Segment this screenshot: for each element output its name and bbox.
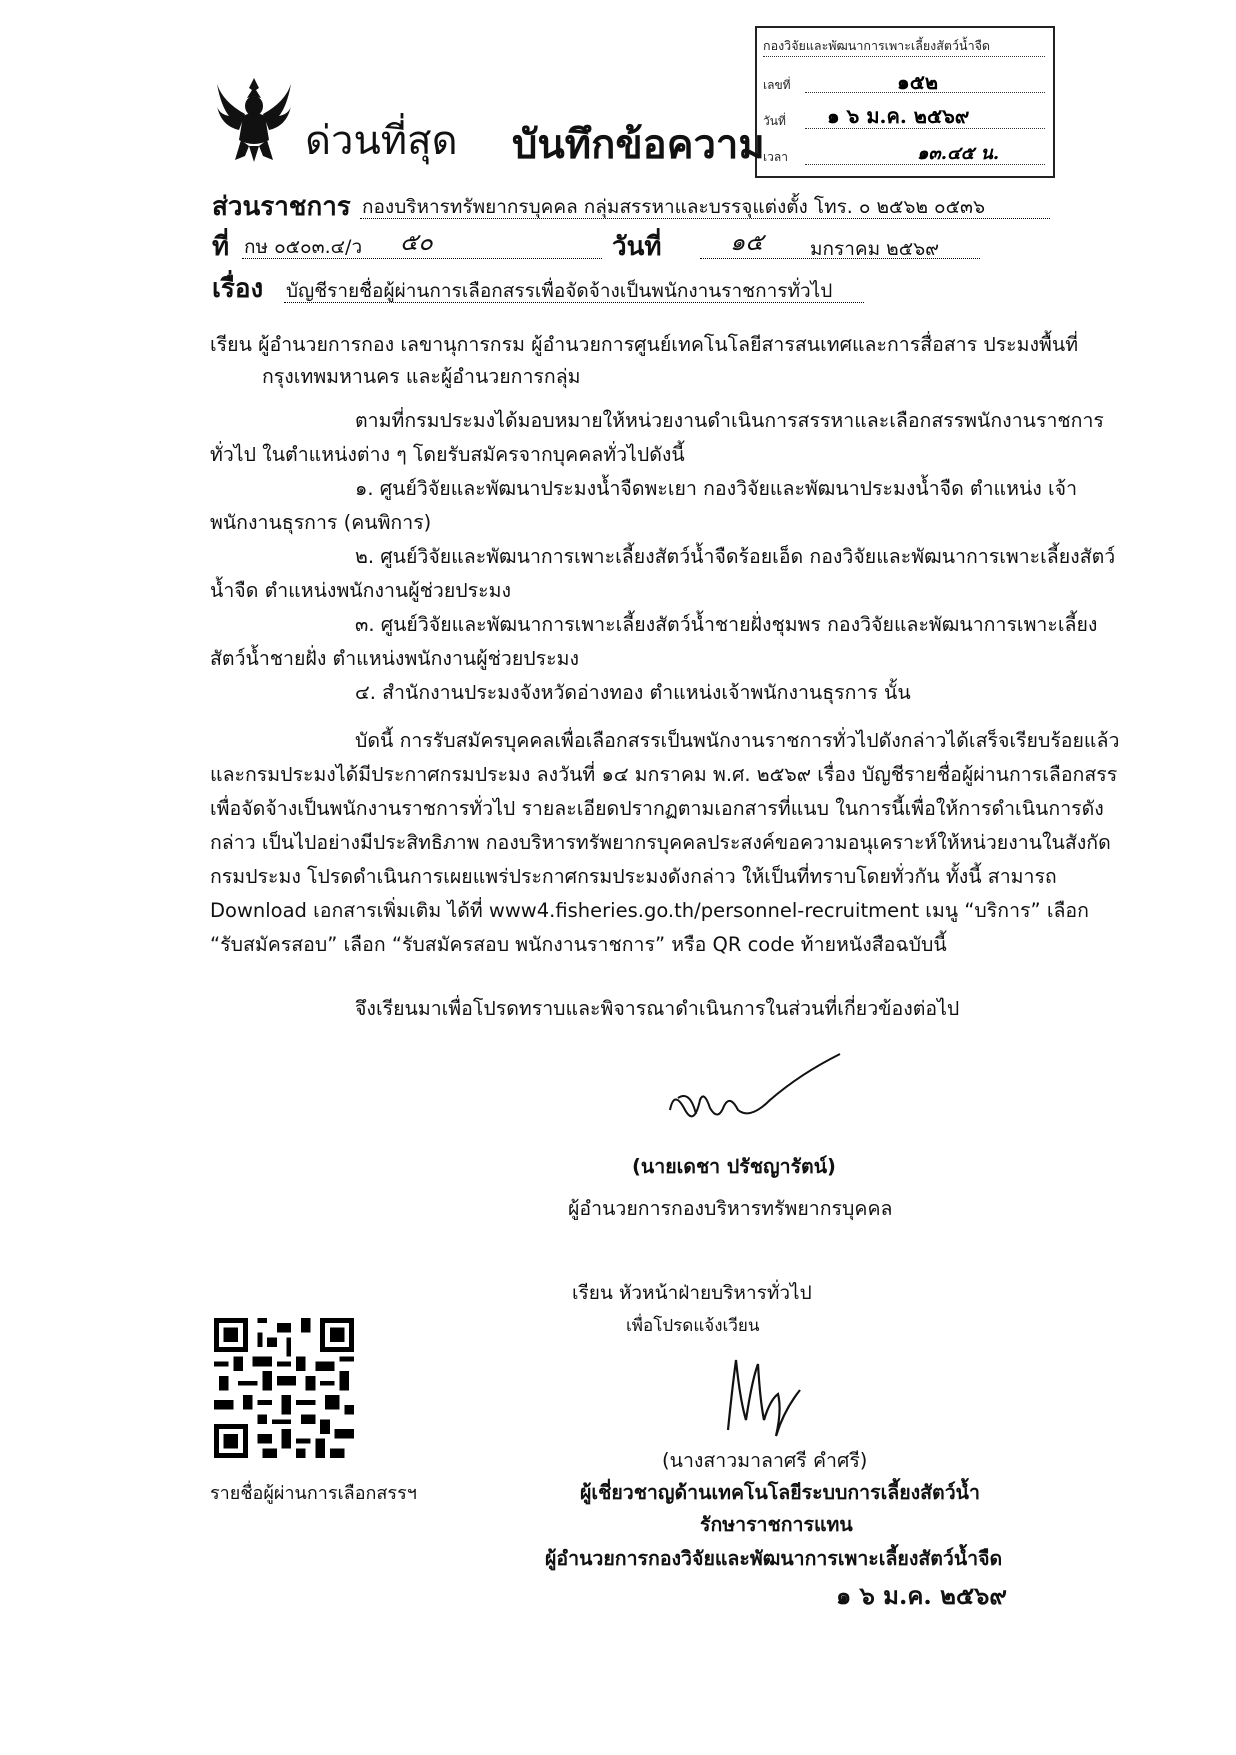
acting-director-signature-image [720,1350,810,1440]
to-line-2: กรุงเทพมหานคร และผู้อำนวยการกลุ่ม [262,365,581,388]
qr-code-icon[interactable] [214,1318,354,1458]
urgency-label: ด่วนที่สุด [305,118,458,164]
director-signature-image [660,1050,850,1140]
ref-value: กษ ๐๕๐๓.๔/ว [244,236,363,258]
endorsement-note: เพื่อโปรดแจ้งเวียน [626,1316,760,1336]
stamp-time-value: ๑๓.๔๕ น. [917,143,1000,164]
agency-label: ส่วนราชการ [212,192,351,222]
stamp-number-value: ๑๕๒ [897,70,939,94]
date-value: มกราคม ๒๕๖๙ [810,238,940,260]
date-day-handwritten: ๑๕ [730,228,764,256]
signer-2-position-3: ผู้อำนวยการกองวิจัยและพัฒนาการเพาะเลี้ยงสัตว์น้ำจืด [545,1547,1003,1570]
garuda-emblem-icon [215,76,293,164]
signer-1-position: ผู้อำนวยการกองบริหารทรัพยากรบุคคล [568,1197,893,1220]
stamp-date-label: วันที่ [763,114,786,128]
signer-2-position-2: รักษาราชการแทน [700,1513,853,1536]
paragraph-intro: ตามที่กรมประมงได้มอบหมายให้หน่วยงานดำเนินการสรรหาและเลือกสรรพนักงานราชการทั่วไป ในตำแหน่งต่าง ๆ โดยรับสมัครจากบุคคลทั่วไปดังนี้ [210,409,1104,466]
subject-label: เรื่อง [212,274,264,304]
paragraph-announcement: บัดนี้ การรับสมัครบุคคลเพื่อเลือกสรรเป็นพนักงานราชการทั่วไปดังกล่าวได้เสร็จเรียบร้อยแล้ว และกรมประมงได้มีประกาศกรมประมง ลงวันที่ ๑๔ มกราคม พ.ศ. ๒๕๖๙ เรื่อง บัญชีรายชื่อผู้ผ่านการเลือกสรร เพื่อจัดจ้างเป็นพนักงานราชการทั่วไป รายละเอียดปรากฏตามเอกสารที่แนบ ในการนี้เพื่อให้การดำเนินการดังกล่าว เป็นไปอย่างมีประสิทธิภาพ กองบริหารทรัพยากรบุคคลประสงค์ขอความอนุเคราะห์ให้หน่วยงานในสังกัดกรมประมง โปรดดำเนินการเผยแพร่ประกาศกรมประมงดังกล่าว ให้เป็นที่ทราบโดยทั่วกัน ทั้งนี้ สามารถ Download เอกสารเพิ่มเติม ได้ที่ www4.fisheries.go.th/personnel-recruitment เมนู “บริการ” เลือก “รับสมัครสอบ” เลือก “รับสมัครสอบ พนักงานราชการ” หรือ QR code ท้ายหนังสือฉบับนี้ [210,729,1120,956]
stamp-date-value: ๑ ๖ ม.ค. ๒๕๖๙ [827,104,970,128]
list-item-4: ๔. สำนักงานประมงจังหวัดอ่างทอง ตำแหน่งเจ้าพนักงานธุรการ นั้น [355,681,911,704]
signer-1-name: (นายเดชา ปรัชญารัตน์) [632,1155,836,1178]
stamp-office: กองวิจัยและพัฒนาการเพาะเลี้ยงสัตว์น้ำจืด [763,38,991,53]
signer-2-position-1: ผู้เชี่ยวชาญด้านเทคโนโลยีระบบการเลี้ยงสัตว์น้ำ [580,1481,980,1504]
receipt-stamp [755,26,1055,178]
agency-value: กองบริหารทรัพยากรบุคคล กลุ่มสรรหาและบรรจุแต่งตั้ง โทร. ๐ ๒๕๖๒ ๐๕๓๖ [362,196,986,218]
memo-title: บันทึกข้อความ [512,122,765,168]
endorsement-to: เรียน หัวหน้าฝ่ายบริหารทั่วไป [572,1282,812,1304]
closing-line: จึงเรียนมาเพื่อโปรดทราบและพิจารณาดำเนินการในส่วนที่เกี่ยวข้องต่อไป [355,997,960,1020]
list-item-3: ๓. ศูนย์วิจัยและพัฒนาการเพาะเลี้ยงสัตว์น้ำชายฝั่งชุมพร กองวิจัยและพัฒนาการเพาะเลี้ยง สัตว์น้ำชายฝั่ง ตำแหน่งพนักงานผู้ช่วยประมง [210,613,1098,670]
list-item-1: ๑. ศูนย์วิจัยและพัฒนาประมงน้ำจืดพะเยา กองวิจัยและพัฒนาประมงน้ำจืด ตำแหน่ง เจ้าพนักงานธุรการ (คนพิการ) [210,477,1078,534]
stamp-number-label: เลขที่ [763,78,791,92]
qr-caption: รายชื่อผู้ผ่านการเลือกสรรฯ [210,1483,417,1504]
list-item-2: ๒. ศูนย์วิจัยและพัฒนาการเพาะเลี้ยงสัตว์น้ำจืดร้อยเอ็ด กองวิจัยและพัฒนาการเพาะเลี้ยงสัตว์น้ำจืด ตำแหน่งพนักงานผู้ช่วยประมง [210,545,1116,602]
ref-number-handwritten: ๕๐ [400,228,433,256]
to-line-1: เรียน ผู้อำนวยการกอง เลขานุการกรม ผู้อำนวยการศูนย์เทคโนโลยีสารสนเทศและการสื่อสาร ประมงพื้นที่ [210,333,1079,356]
signer-2-name: (นางสาวมาลาศรี คำศรี) [662,1449,868,1472]
signer-2-date: ๑ ๖ ม.ค. ๒๕๖๙ [836,1581,1007,1610]
ref-label: ที่ [212,232,230,262]
subject-value: บัญชีรายชื่อผู้ผ่านการเลือกสรรเพื่อจัดจ้างเป็นพนักงานราชการทั่วไป [286,280,833,302]
stamp-time-label: เวลา [763,150,788,164]
date-label: วันที่ [612,232,662,262]
